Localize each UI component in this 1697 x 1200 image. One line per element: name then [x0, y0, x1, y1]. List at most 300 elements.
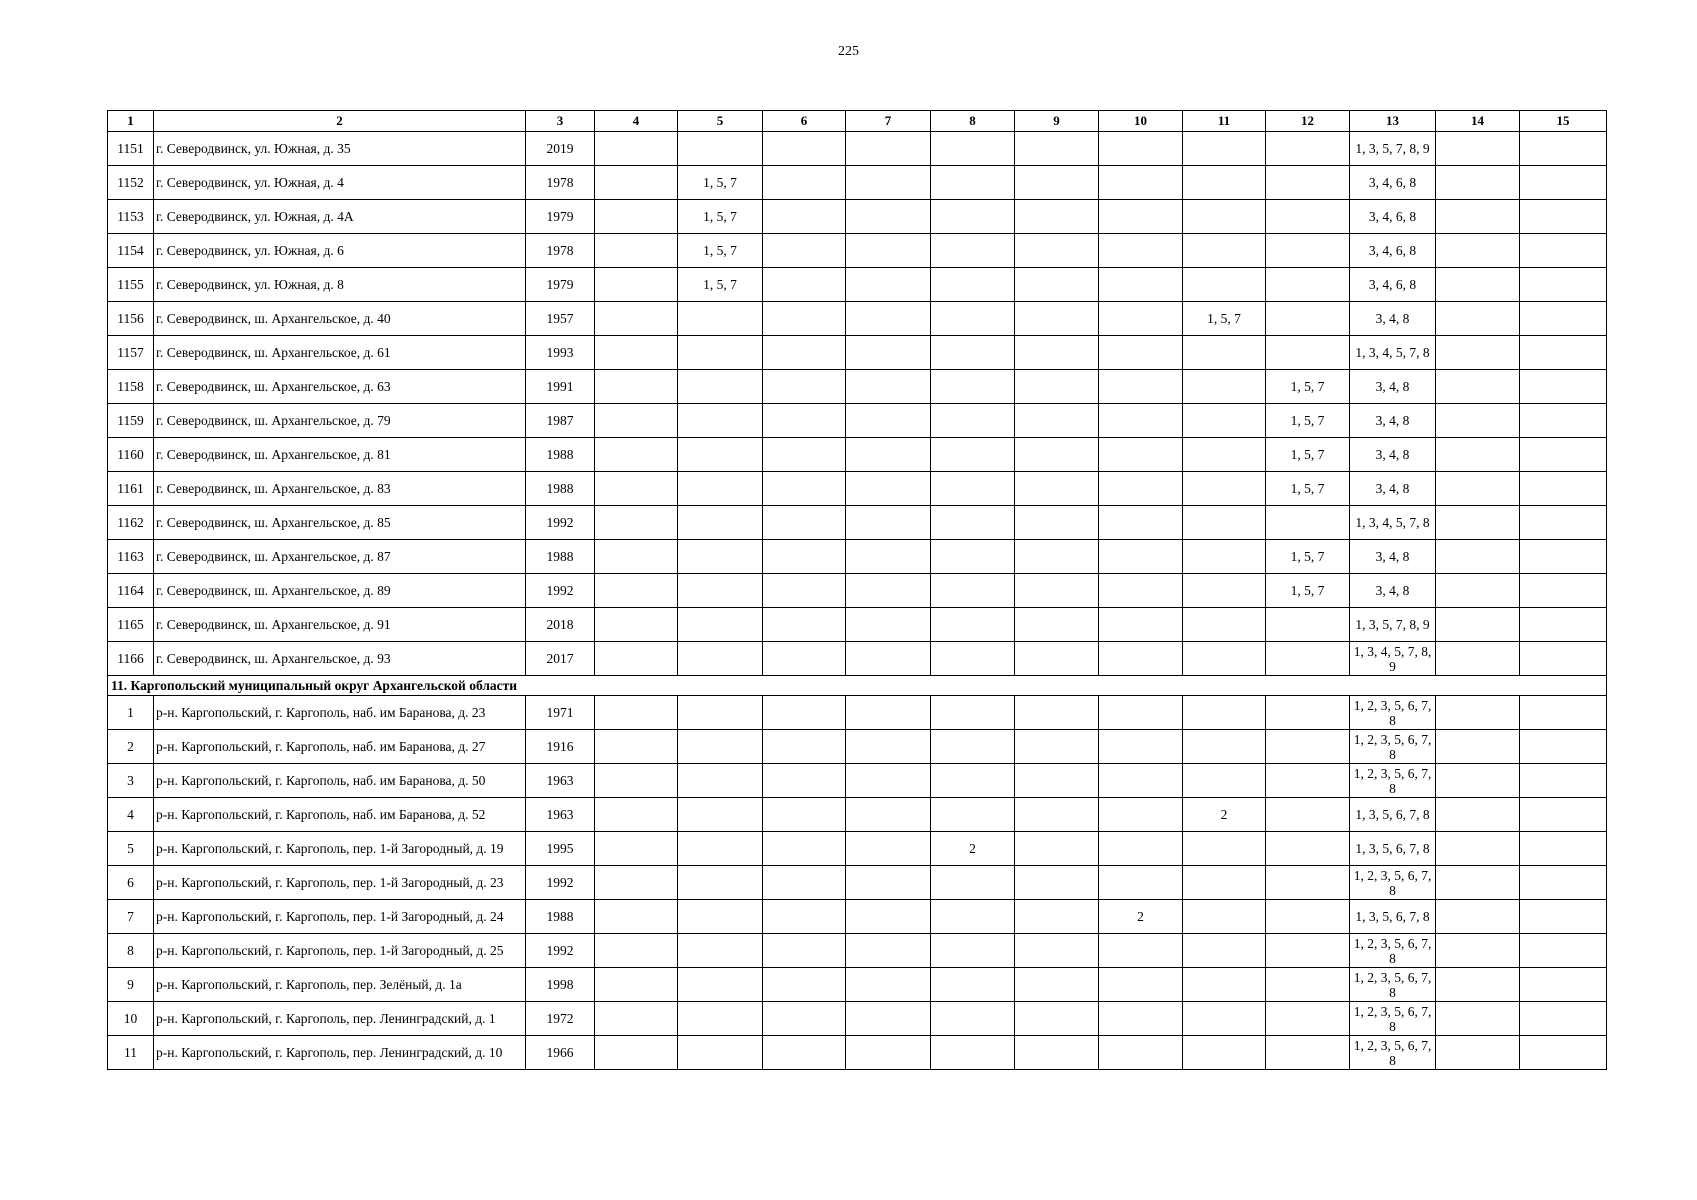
- col-9-cell: [1015, 696, 1099, 730]
- col-10-cell: [1099, 268, 1183, 302]
- col-10-cell: [1099, 234, 1183, 268]
- col-11-cell: [1183, 438, 1266, 472]
- table-row: [108, 438, 1607, 472]
- col-4-cell: [595, 1036, 678, 1070]
- col-5-cell: [678, 696, 763, 730]
- row-number-cell: 1154: [108, 234, 154, 268]
- address-cell: г. Северодвинск, ш. Архангельское, д. 83: [154, 472, 526, 506]
- row-number-cell: 1166: [108, 642, 154, 676]
- col-7-cell: [846, 472, 931, 506]
- col-7-cell: [846, 200, 931, 234]
- col-5-cell: [678, 302, 763, 336]
- col-9-cell: [1015, 438, 1099, 472]
- address-cell: г. Северодвинск, ш. Архангельское, д. 79: [154, 404, 526, 438]
- col-8-cell: 2: [931, 832, 1015, 866]
- col-15-cell: [1520, 132, 1607, 166]
- col-4-cell: [595, 900, 678, 934]
- col-15-cell: [1520, 764, 1607, 798]
- col-8-cell: [931, 336, 1015, 370]
- col-12-cell: [1266, 798, 1350, 832]
- col-5-cell: [678, 798, 763, 832]
- col-7-cell: [846, 798, 931, 832]
- col-4-cell: [595, 968, 678, 1002]
- col-9-cell: [1015, 268, 1099, 302]
- row-number-cell: 1164: [108, 574, 154, 608]
- col-8-cell: [931, 608, 1015, 642]
- column-header: 6: [763, 111, 846, 132]
- col-10-cell: [1099, 506, 1183, 540]
- address-cell: г. Северодвинск, ш. Архангельское, д. 85: [154, 506, 526, 540]
- col-12-cell: [1266, 764, 1350, 798]
- address-cell: р-н. Каргопольский, г. Каргополь, наб. им Баранова, д. 27: [154, 730, 526, 764]
- col-11-cell: 2: [1183, 798, 1266, 832]
- year-cell: 1993: [526, 336, 595, 370]
- col-9-cell: [1015, 336, 1099, 370]
- col-5-cell: [678, 370, 763, 404]
- col-14-cell: [1436, 696, 1520, 730]
- col-9-cell: [1015, 764, 1099, 798]
- year-cell: 1995: [526, 832, 595, 866]
- year-cell: 1963: [526, 798, 595, 832]
- col-7-cell: [846, 764, 931, 798]
- col-5-cell: 1, 5, 7: [678, 234, 763, 268]
- col-11-cell: [1183, 540, 1266, 574]
- col-10-cell: [1099, 866, 1183, 900]
- col-8-cell: [931, 302, 1015, 336]
- row-number-cell: 1: [108, 696, 154, 730]
- year-cell: 1988: [526, 900, 595, 934]
- col-6-cell: [763, 302, 846, 336]
- col-9-cell: [1015, 968, 1099, 1002]
- column-header: 9: [1015, 111, 1099, 132]
- table-row: [108, 642, 1607, 676]
- col-14-cell: [1436, 798, 1520, 832]
- year-cell: 1992: [526, 866, 595, 900]
- col-6-cell: [763, 1036, 846, 1070]
- col-5-cell: [678, 336, 763, 370]
- col-5-cell: 1, 5, 7: [678, 268, 763, 302]
- column-header: 4: [595, 111, 678, 132]
- year-cell: 1992: [526, 934, 595, 968]
- year-cell: 1916: [526, 730, 595, 764]
- row-number-cell: 3: [108, 764, 154, 798]
- col-12-cell: [1266, 166, 1350, 200]
- col-12-cell: 1, 5, 7: [1266, 472, 1350, 506]
- col-13-cell: 3, 4, 8: [1350, 438, 1436, 472]
- column-header: 3: [526, 111, 595, 132]
- column-header: 5: [678, 111, 763, 132]
- col-10-cell: [1099, 132, 1183, 166]
- table-row: [108, 506, 1607, 540]
- col-5-cell: [678, 608, 763, 642]
- col-5-cell: [678, 1002, 763, 1036]
- col-10-cell: 2: [1099, 900, 1183, 934]
- col-6-cell: [763, 234, 846, 268]
- col-14-cell: [1436, 642, 1520, 676]
- col-4-cell: [595, 200, 678, 234]
- row-number-cell: 11: [108, 1036, 154, 1070]
- col-15-cell: [1520, 336, 1607, 370]
- col-14-cell: [1436, 370, 1520, 404]
- address-cell: г. Северодвинск, ш. Архангельское, д. 61: [154, 336, 526, 370]
- col-7-cell: [846, 268, 931, 302]
- address-cell: р-н. Каргопольский, г. Каргополь, пер. 1-й Загородный, д. 23: [154, 866, 526, 900]
- col-15-cell: [1520, 166, 1607, 200]
- col-13-cell: 1, 2, 3, 5, 6, 7, 8: [1350, 934, 1436, 968]
- table-body: [108, 132, 1607, 1070]
- table-row: [108, 302, 1607, 336]
- col-8-cell: [931, 166, 1015, 200]
- col-8-cell: [931, 1002, 1015, 1036]
- col-4-cell: [595, 438, 678, 472]
- col-13-cell: 1, 2, 3, 5, 6, 7, 8: [1350, 866, 1436, 900]
- table-row: [108, 404, 1607, 438]
- table-row: [108, 1002, 1607, 1036]
- year-cell: 2019: [526, 132, 595, 166]
- table-row: [108, 866, 1607, 900]
- col-4-cell: [595, 370, 678, 404]
- col-15-cell: [1520, 268, 1607, 302]
- col-13-cell: 3, 4, 8: [1350, 540, 1436, 574]
- col-6-cell: [763, 1002, 846, 1036]
- col-9-cell: [1015, 1036, 1099, 1070]
- col-12-cell: [1266, 200, 1350, 234]
- col-10-cell: [1099, 472, 1183, 506]
- col-6-cell: [763, 200, 846, 234]
- col-13-cell: 1, 2, 3, 5, 6, 7, 8: [1350, 764, 1436, 798]
- col-5-cell: [678, 1036, 763, 1070]
- col-6-cell: [763, 132, 846, 166]
- col-12-cell: [1266, 900, 1350, 934]
- col-4-cell: [595, 166, 678, 200]
- col-13-cell: 3, 4, 8: [1350, 472, 1436, 506]
- col-4-cell: [595, 268, 678, 302]
- col-12-cell: [1266, 336, 1350, 370]
- col-9-cell: [1015, 234, 1099, 268]
- row-number-cell: 6: [108, 866, 154, 900]
- col-10-cell: [1099, 166, 1183, 200]
- table-row: [108, 336, 1607, 370]
- col-11-cell: [1183, 404, 1266, 438]
- table-row: [108, 934, 1607, 968]
- col-11-cell: [1183, 934, 1266, 968]
- col-13-cell: 3, 4, 8: [1350, 302, 1436, 336]
- row-number-cell: 1152: [108, 166, 154, 200]
- col-7-cell: [846, 574, 931, 608]
- col-7-cell: [846, 234, 931, 268]
- col-10-cell: [1099, 730, 1183, 764]
- col-8-cell: [931, 730, 1015, 764]
- col-8-cell: [931, 234, 1015, 268]
- table-row: [108, 268, 1607, 302]
- col-6-cell: [763, 438, 846, 472]
- col-10-cell: [1099, 764, 1183, 798]
- row-number-cell: 8: [108, 934, 154, 968]
- col-12-cell: [1266, 832, 1350, 866]
- col-9-cell: [1015, 730, 1099, 764]
- col-7-cell: [846, 540, 931, 574]
- row-number-cell: 1151: [108, 132, 154, 166]
- table-row: [108, 234, 1607, 268]
- year-cell: 1971: [526, 696, 595, 730]
- col-4-cell: [595, 934, 678, 968]
- col-14-cell: [1436, 234, 1520, 268]
- col-4-cell: [595, 696, 678, 730]
- row-number-cell: 4: [108, 798, 154, 832]
- col-15-cell: [1520, 968, 1607, 1002]
- col-6-cell: [763, 798, 846, 832]
- year-cell: 1991: [526, 370, 595, 404]
- col-14-cell: [1436, 900, 1520, 934]
- col-5-cell: [678, 404, 763, 438]
- address-cell: г. Северодвинск, ул. Южная, д. 35: [154, 132, 526, 166]
- col-9-cell: [1015, 934, 1099, 968]
- col-13-cell: 3, 4, 6, 8: [1350, 234, 1436, 268]
- col-9-cell: [1015, 540, 1099, 574]
- row-number-cell: 1160: [108, 438, 154, 472]
- col-10-cell: [1099, 934, 1183, 968]
- col-12-cell: [1266, 866, 1350, 900]
- col-9-cell: [1015, 798, 1099, 832]
- col-14-cell: [1436, 934, 1520, 968]
- col-10-cell: [1099, 1002, 1183, 1036]
- col-9-cell: [1015, 832, 1099, 866]
- address-cell: р-н. Каргопольский, г. Каргополь, пер. Ленинградский, д. 1: [154, 1002, 526, 1036]
- col-7-cell: [846, 438, 931, 472]
- row-number-cell: 10: [108, 1002, 154, 1036]
- col-12-cell: 1, 5, 7: [1266, 438, 1350, 472]
- col-15-cell: [1520, 540, 1607, 574]
- col-7-cell: [846, 730, 931, 764]
- col-6-cell: [763, 370, 846, 404]
- col-15-cell: [1520, 1002, 1607, 1036]
- col-8-cell: [931, 574, 1015, 608]
- col-6-cell: [763, 900, 846, 934]
- col-8-cell: [931, 438, 1015, 472]
- table-row: [108, 166, 1607, 200]
- column-header: 10: [1099, 111, 1183, 132]
- col-12-cell: [1266, 934, 1350, 968]
- col-15-cell: [1520, 696, 1607, 730]
- col-15-cell: [1520, 472, 1607, 506]
- col-13-cell: 3, 4, 8: [1350, 574, 1436, 608]
- col-11-cell: [1183, 268, 1266, 302]
- col-9-cell: [1015, 506, 1099, 540]
- row-number-cell: 5: [108, 832, 154, 866]
- col-14-cell: [1436, 302, 1520, 336]
- col-6-cell: [763, 968, 846, 1002]
- col-11-cell: [1183, 730, 1266, 764]
- col-4-cell: [595, 866, 678, 900]
- col-10-cell: [1099, 404, 1183, 438]
- col-5-cell: [678, 968, 763, 1002]
- col-9-cell: [1015, 608, 1099, 642]
- year-cell: 1978: [526, 166, 595, 200]
- address-cell: г. Северодвинск, ш. Архангельское, д. 87: [154, 540, 526, 574]
- col-8-cell: [931, 404, 1015, 438]
- year-cell: 2017: [526, 642, 595, 676]
- column-header: 1: [108, 111, 154, 132]
- col-14-cell: [1436, 404, 1520, 438]
- col-5-cell: [678, 642, 763, 676]
- col-11-cell: [1183, 234, 1266, 268]
- row-number-cell: 7: [108, 900, 154, 934]
- col-15-cell: [1520, 866, 1607, 900]
- col-6-cell: [763, 608, 846, 642]
- col-15-cell: [1520, 200, 1607, 234]
- col-7-cell: [846, 866, 931, 900]
- col-13-cell: 1, 3, 4, 5, 7, 8: [1350, 506, 1436, 540]
- col-11-cell: [1183, 336, 1266, 370]
- col-9-cell: [1015, 472, 1099, 506]
- year-cell: 1998: [526, 968, 595, 1002]
- col-10-cell: [1099, 798, 1183, 832]
- col-11-cell: [1183, 608, 1266, 642]
- table-row: [108, 900, 1607, 934]
- col-7-cell: [846, 506, 931, 540]
- col-14-cell: [1436, 166, 1520, 200]
- table-row: [108, 764, 1607, 798]
- address-cell: г. Северодвинск, ш. Архангельское, д. 89: [154, 574, 526, 608]
- section-heading: 11. Каргопольский муниципальный округ Архангельской области: [108, 676, 1607, 696]
- col-7-cell: [846, 934, 931, 968]
- year-cell: 1987: [526, 404, 595, 438]
- col-7-cell: [846, 302, 931, 336]
- col-14-cell: [1436, 506, 1520, 540]
- table-row: [108, 574, 1607, 608]
- col-8-cell: [931, 1036, 1015, 1070]
- col-10-cell: [1099, 574, 1183, 608]
- col-6-cell: [763, 268, 846, 302]
- col-8-cell: [931, 798, 1015, 832]
- col-7-cell: [846, 900, 931, 934]
- col-15-cell: [1520, 730, 1607, 764]
- col-4-cell: [595, 798, 678, 832]
- col-11-cell: [1183, 900, 1266, 934]
- column-header: 15: [1520, 111, 1607, 132]
- col-14-cell: [1436, 832, 1520, 866]
- col-13-cell: 3, 4, 8: [1350, 370, 1436, 404]
- col-6-cell: [763, 472, 846, 506]
- column-header: 14: [1436, 111, 1520, 132]
- col-6-cell: [763, 832, 846, 866]
- col-9-cell: [1015, 900, 1099, 934]
- col-8-cell: [931, 696, 1015, 730]
- address-cell: г. Северодвинск, ш. Архангельское, д. 40: [154, 302, 526, 336]
- row-number-cell: 9: [108, 968, 154, 1002]
- address-cell: р-н. Каргопольский, г. Каргополь, пер. Зелёный, д. 1а: [154, 968, 526, 1002]
- col-5-cell: [678, 540, 763, 574]
- year-cell: 1957: [526, 302, 595, 336]
- table-row: [108, 472, 1607, 506]
- col-9-cell: [1015, 302, 1099, 336]
- col-15-cell: [1520, 506, 1607, 540]
- col-12-cell: [1266, 608, 1350, 642]
- col-8-cell: [931, 200, 1015, 234]
- row-number-cell: 1158: [108, 370, 154, 404]
- col-12-cell: [1266, 730, 1350, 764]
- col-13-cell: 3, 4, 6, 8: [1350, 200, 1436, 234]
- col-6-cell: [763, 574, 846, 608]
- col-6-cell: [763, 404, 846, 438]
- col-11-cell: [1183, 696, 1266, 730]
- col-14-cell: [1436, 200, 1520, 234]
- col-4-cell: [595, 832, 678, 866]
- col-15-cell: [1520, 438, 1607, 472]
- col-5-cell: 1, 5, 7: [678, 200, 763, 234]
- col-15-cell: [1520, 404, 1607, 438]
- col-14-cell: [1436, 764, 1520, 798]
- col-4-cell: [595, 234, 678, 268]
- table-row: [108, 730, 1607, 764]
- col-7-cell: [846, 404, 931, 438]
- col-7-cell: [846, 166, 931, 200]
- col-5-cell: [678, 438, 763, 472]
- table-row: [108, 132, 1607, 166]
- col-12-cell: [1266, 1036, 1350, 1070]
- col-8-cell: [931, 900, 1015, 934]
- year-cell: 1988: [526, 540, 595, 574]
- col-11-cell: [1183, 642, 1266, 676]
- col-9-cell: [1015, 866, 1099, 900]
- col-4-cell: [595, 608, 678, 642]
- col-11-cell: [1183, 200, 1266, 234]
- col-7-cell: [846, 370, 931, 404]
- col-13-cell: 1, 3, 5, 7, 8, 9: [1350, 132, 1436, 166]
- address-cell: г. Северодвинск, ш. Архангельское, д. 81: [154, 438, 526, 472]
- col-12-cell: [1266, 506, 1350, 540]
- row-number-cell: 1159: [108, 404, 154, 438]
- col-13-cell: 1, 2, 3, 5, 6, 7, 8: [1350, 968, 1436, 1002]
- year-cell: 1978: [526, 234, 595, 268]
- address-cell: р-н. Каргопольский, г. Каргополь, пер. 1-й Загородный, д. 19: [154, 832, 526, 866]
- col-5-cell: [678, 934, 763, 968]
- col-12-cell: 1, 5, 7: [1266, 370, 1350, 404]
- col-8-cell: [931, 866, 1015, 900]
- year-cell: 2018: [526, 608, 595, 642]
- col-10-cell: [1099, 696, 1183, 730]
- table-row: [108, 540, 1607, 574]
- col-12-cell: [1266, 132, 1350, 166]
- col-15-cell: [1520, 574, 1607, 608]
- col-12-cell: [1266, 302, 1350, 336]
- row-number-cell: 1157: [108, 336, 154, 370]
- col-10-cell: [1099, 1036, 1183, 1070]
- col-14-cell: [1436, 132, 1520, 166]
- address-cell: р-н. Каргопольский, г. Каргополь, наб. им Баранова, д. 50: [154, 764, 526, 798]
- col-4-cell: [595, 302, 678, 336]
- col-13-cell: 1, 3, 5, 7, 8, 9: [1350, 608, 1436, 642]
- col-4-cell: [595, 574, 678, 608]
- table-row: [108, 608, 1607, 642]
- col-11-cell: [1183, 574, 1266, 608]
- col-9-cell: [1015, 404, 1099, 438]
- col-11-cell: [1183, 832, 1266, 866]
- col-13-cell: 1, 2, 3, 5, 6, 7, 8: [1350, 1002, 1436, 1036]
- col-7-cell: [846, 642, 931, 676]
- col-11-cell: [1183, 1002, 1266, 1036]
- col-6-cell: [763, 540, 846, 574]
- col-4-cell: [595, 404, 678, 438]
- col-4-cell: [595, 1002, 678, 1036]
- address-cell: г. Северодвинск, ул. Южная, д. 4А: [154, 200, 526, 234]
- col-10-cell: [1099, 336, 1183, 370]
- col-7-cell: [846, 1036, 931, 1070]
- col-14-cell: [1436, 268, 1520, 302]
- row-number-cell: 2: [108, 730, 154, 764]
- row-number-cell: 1163: [108, 540, 154, 574]
- col-7-cell: [846, 608, 931, 642]
